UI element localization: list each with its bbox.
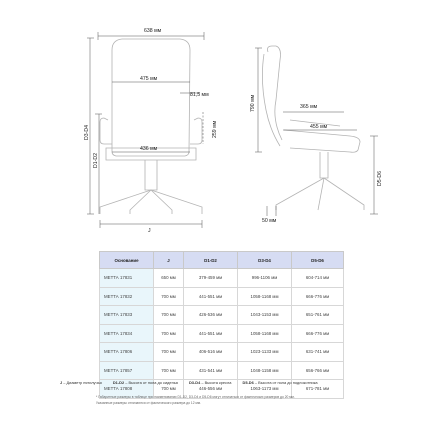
legend-d3-d4: D3-D4 – Высота кресла bbox=[188, 380, 232, 385]
cell-j: 700 мм bbox=[154, 324, 184, 343]
cell-d3-d4: 1058-1168 мм bbox=[238, 324, 292, 343]
table-row bbox=[100, 269, 344, 288]
header-base: Основание bbox=[100, 252, 154, 269]
cell-d5-d6: 631-741 мм bbox=[292, 343, 344, 362]
header-d5-d6: D5-D6 bbox=[292, 252, 344, 269]
header-d1-d2: D1-D2 bbox=[184, 252, 238, 269]
cell-d3-d4: 1048-1158 мм bbox=[238, 361, 292, 380]
cell-d3-d4: 1023-1133 мм bbox=[238, 343, 292, 362]
cell-d1-d2: 441-551 мм bbox=[184, 324, 238, 343]
footnote-line-2: Указанные размеры отличаются от фактического размера до 12 мм. bbox=[96, 400, 201, 405]
dim-d3-d4: D3-D4 bbox=[84, 125, 90, 140]
dim-j: J bbox=[148, 228, 151, 234]
dim-365: 365 мм bbox=[300, 104, 318, 110]
legend-j: J – Диаметр пятилучья bbox=[60, 380, 102, 385]
cell-d1-d2: 446-556 мм bbox=[184, 380, 238, 399]
cell-d1-d2: 426-536 мм bbox=[184, 306, 238, 325]
cell-j: 700 мм bbox=[154, 361, 184, 380]
cell-model: МЕТТА 17833 bbox=[100, 306, 154, 325]
legend bbox=[60, 380, 390, 385]
size-table bbox=[99, 251, 344, 399]
footnote-line-1: * Габаритные размеры в таблице при наименовании D1-D2, D3-D4 и D5-D6 могут отличаться от фактических размеров до 20 мм. bbox=[96, 395, 295, 399]
cell-d3-d4: 996-1106 мм bbox=[238, 269, 292, 288]
cell-d3-d4: 1043-1153 мм bbox=[238, 306, 292, 325]
cell-d5-d6: 666-776 мм bbox=[292, 287, 344, 306]
cell-j: 700 мм bbox=[154, 343, 184, 362]
table-row bbox=[100, 361, 344, 380]
cell-model: МЕТТА 17832 bbox=[100, 287, 154, 306]
cell-d5-d6: 651-761 мм bbox=[292, 306, 344, 325]
cell-d5-d6: 666-776 мм bbox=[292, 324, 344, 343]
cell-d5-d6: 671-781 мм bbox=[292, 380, 344, 399]
cell-d3-d4: 1063-1173 мм bbox=[238, 380, 292, 399]
table-row bbox=[100, 324, 344, 343]
cell-d5-d6: 604-714 мм bbox=[292, 269, 344, 288]
cell-j: 700 мм bbox=[154, 380, 184, 399]
dim-81-5: 81,5 мм bbox=[190, 92, 209, 98]
chair-front-view bbox=[100, 39, 202, 214]
footnote bbox=[96, 395, 396, 406]
cell-d5-d6: 656-766 мм bbox=[292, 361, 344, 380]
cell-d1-d2: 431-541 мм bbox=[184, 361, 238, 380]
table-row bbox=[100, 287, 344, 306]
dim-d5-d6: D5-D6 bbox=[377, 171, 383, 186]
cell-j: 650 мм bbox=[154, 269, 184, 288]
dim-790: 790 мм bbox=[250, 94, 256, 112]
table-row bbox=[100, 306, 344, 325]
header-j: J bbox=[154, 252, 184, 269]
dim-436: 436 мм bbox=[140, 146, 158, 152]
dim-638: 638 мм bbox=[144, 28, 162, 34]
cell-d1-d2: 406-516 мм bbox=[184, 343, 238, 362]
table-header-row bbox=[100, 252, 344, 269]
dim-50: 50 мм bbox=[262, 218, 277, 224]
cell-j: 700 мм bbox=[154, 306, 184, 325]
cell-model: МЕТТА 17831 bbox=[100, 269, 154, 288]
legend-d5-d6: D5-D6 – Высота от пола до подлокотника bbox=[242, 380, 318, 385]
dim-d1-d2: D1-D2 bbox=[93, 153, 99, 168]
cell-model: МЕТТА 17834 bbox=[100, 324, 154, 343]
cell-model: МЕТТА 17808 bbox=[100, 380, 154, 399]
dim-259: 259 мм bbox=[212, 120, 218, 138]
cell-d3-d4: 1058-1168 мм bbox=[238, 287, 292, 306]
front-dimension-lines bbox=[87, 32, 204, 228]
dim-455: 455 мм bbox=[310, 124, 328, 130]
cell-d1-d2: 441-551 мм bbox=[184, 287, 238, 306]
table-row bbox=[100, 343, 344, 362]
dim-475: 475 мм bbox=[140, 76, 158, 82]
cell-d1-d2: 379-459 мм bbox=[184, 269, 238, 288]
cell-model: МЕТТА 17806 bbox=[100, 343, 154, 362]
side-dimension-lines bbox=[255, 48, 378, 216]
header-d3-d4: D3-D4 bbox=[238, 252, 292, 269]
legend-d1-d2: D1-D2 – Высота от пола до сиденья bbox=[112, 380, 178, 385]
cell-j: 700 мм bbox=[154, 287, 184, 306]
cell-model: МЕТТА 17857 bbox=[100, 361, 154, 380]
